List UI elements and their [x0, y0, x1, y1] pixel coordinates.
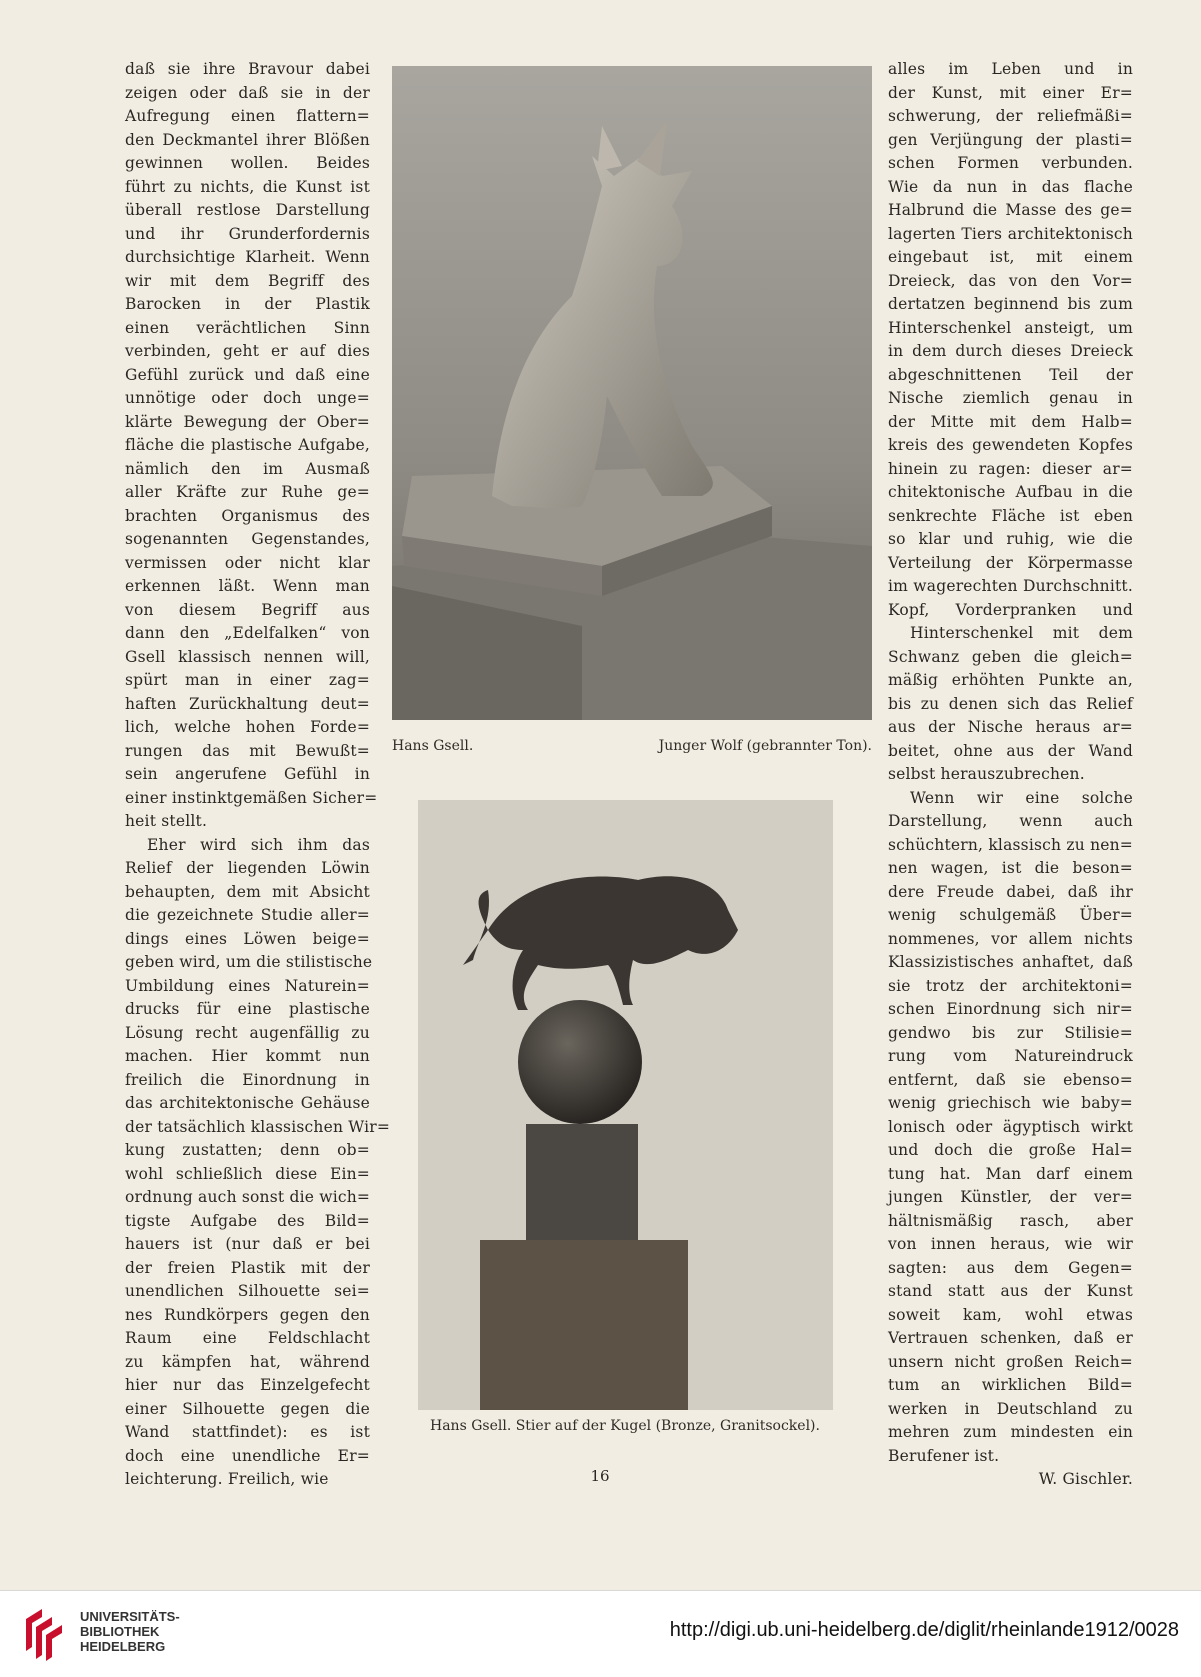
text-line: Dreieck, das von den Vor=: [888, 271, 1133, 290]
bull-caption: Hans Gsell. Stier auf der Kugel (Bronze, Granitsockel).: [430, 1418, 820, 1434]
university-library-logo-icon: [22, 1607, 72, 1661]
text-line: dings eines Löwen beige=: [125, 929, 370, 948]
text-line: haften Zurückhaltung deut=: [125, 694, 370, 713]
library-name-line-1: UNIVERSITÄTS-: [80, 1609, 180, 1624]
text-line: beitet, ohne aus der Wand: [888, 741, 1133, 760]
text-line: Wand stattfindet): es ist: [125, 1423, 370, 1441]
text-line: und ihr Grunderfordernis: [125, 224, 370, 243]
text-line: daß sie ihre Bravour dabei: [125, 60, 370, 78]
text-line: tigste Aufgabe des Bild=: [125, 1211, 370, 1230]
text-line: so klar und ruhig, wie die: [888, 530, 1133, 548]
photo-bull-on-ball: [418, 800, 833, 1410]
text-line: wohl schließlich diese Ein=: [125, 1164, 370, 1183]
text-line: überall restlose Darstellung: [125, 201, 370, 219]
author-signature: W. Gischler.: [1038, 1470, 1133, 1488]
text-line: Schwanz geben die gleich=: [888, 647, 1133, 666]
text-line: Vertrauen schenken, daß er: [888, 1329, 1133, 1347]
text-line: vermissen oder nicht klar: [125, 553, 370, 572]
text-line: lich, welche hohen Forde=: [125, 718, 370, 736]
text-line: Barocken in der Plastik: [125, 295, 370, 313]
photo-young-wolf: [392, 66, 872, 720]
text-line: gewinnen wollen. Beides: [125, 154, 370, 172]
text-line: chitektonische Aufbau in die: [888, 483, 1133, 501]
text-line: Aufregung einen flattern=: [125, 107, 370, 125]
text-line: tum an wirklichen Bild=: [888, 1376, 1133, 1394]
text-line: schwerung, der reliefmäßi=: [888, 107, 1133, 125]
bull-sculpture-image: [418, 800, 833, 1410]
text-line: Verteilung der Körpermasse: [888, 553, 1133, 572]
text-line: jungen Künstler, der ver=: [888, 1188, 1133, 1206]
text-line: der tatsächlich klassischen Wir=: [125, 1117, 391, 1136]
text-line: Kopf, Vorderpranken und: [888, 600, 1133, 619]
text-line: durchsichtige Klarheit. Wenn: [125, 248, 370, 266]
text-line: rungen das mit Bewußt=: [125, 741, 370, 760]
text-line: abgeschnittenen Teil der: [888, 365, 1133, 384]
text-line: klärte Bewegung der Ober=: [125, 412, 370, 431]
text-line: unnötige oder doch unge=: [125, 389, 370, 407]
text-line: Raum eine Feldschlacht: [125, 1329, 370, 1347]
text-line: stand statt aus der Kunst: [888, 1282, 1133, 1300]
right-text-column: [888, 58, 1133, 1492]
text-line: nen wagen, ist die beson=: [888, 859, 1133, 877]
text-line: schen Einordnung sich nir=: [888, 1000, 1133, 1018]
left-text-column: [125, 58, 391, 1492]
text-line: der freien Plastik mit der: [125, 1258, 370, 1277]
text-line: spürt man in einer zag=: [125, 671, 370, 689]
text-line: von innen heraus, wie wir: [888, 1235, 1133, 1253]
text-line: dere Freude dabei, daß ihr: [888, 882, 1133, 901]
text-line: Klassizistisches anhaftet, daß: [888, 953, 1133, 971]
text-line: wir mit dem Begriff des: [125, 271, 370, 290]
text-line: leichterung. Freilich, wie: [125, 1470, 329, 1488]
text-line: aller Kräfte zur Ruhe ge=: [125, 483, 370, 501]
text-line: nommenes, vor allem nichts: [888, 929, 1133, 948]
text-line: zu kämpfen hat, während: [125, 1352, 370, 1371]
text-line: wenig griechisch wie baby=: [888, 1094, 1133, 1112]
text-line: rung vom Natureindruck: [888, 1047, 1133, 1065]
text-line: nämlich den im Ausmaß: [125, 459, 370, 478]
text-line: behaupten, dem mit Absicht: [125, 882, 370, 901]
text-line: führt zu nichts, die Kunst ist: [125, 177, 370, 196]
text-line: gendwo bis zur Stilisie=: [888, 1023, 1133, 1042]
text-line: einer instinktgemäßen Sicher=: [125, 788, 378, 807]
source-url-link[interactable]: http://digi.ub.uni-heidelberg.de/diglit/rheinlande1912/0028: [669, 1619, 1179, 1641]
wolf-caption-artist: Hans Gsell.: [392, 738, 474, 754]
text-line: aus der Nische heraus ar=: [888, 718, 1133, 736]
text-line: mehren zum mindesten ein: [888, 1423, 1133, 1441]
text-line: schen Formen verbunden.: [888, 154, 1133, 172]
text-line: Berufener ist.: [888, 1446, 1000, 1465]
text-line: unsern nicht großen Reich=: [888, 1352, 1133, 1371]
text-line: Hinterschenkel mit dem: [910, 624, 1133, 642]
text-line: der Mitte mit dem Halb=: [888, 412, 1133, 431]
text-line: hältnismäßig rasch, aber: [888, 1211, 1133, 1230]
page-number: 16: [590, 1467, 610, 1485]
text-line: Umbildung eines Naturein=: [125, 976, 370, 995]
text-line: hinein zu ragen: dieser ar=: [888, 459, 1133, 478]
text-line: von diesem Begriff aus: [125, 600, 370, 619]
text-line: werken in Deutschland zu: [888, 1399, 1133, 1418]
text-line: im wagerechten Durchschnitt.: [888, 577, 1133, 595]
text-line: Lösung recht augenfällig zu: [125, 1023, 370, 1042]
text-line: lonisch oder ägyptisch wirkt: [888, 1117, 1133, 1136]
text-line: Wie da nun in das flache: [888, 177, 1133, 196]
text-line: hauers ist (nur daß er bei: [125, 1235, 370, 1253]
text-line: Hinterschenkel ansteigt, um: [888, 318, 1133, 337]
text-line: zeigen oder daß sie in der: [125, 83, 370, 102]
text-line: Relief der liegenden Löwin: [125, 859, 370, 877]
text-line: sein angerufene Gefühl in: [125, 765, 370, 783]
library-name-line-3: HEIDELBERG: [80, 1639, 166, 1654]
text-line: drucks für eine plastische: [125, 1000, 370, 1018]
text-line: heit stellt.: [125, 812, 208, 830]
text-line: mäßig erhöhten Punkte an,: [888, 671, 1133, 689]
text-line: unendlichen Silhouette sei=: [125, 1282, 370, 1300]
text-line: sogenannten Gegenstandes,: [125, 530, 370, 548]
text-line: kung zustatten; denn ob=: [125, 1141, 370, 1159]
text-line: Wenn wir eine solche: [910, 788, 1133, 807]
text-line: tung hat. Man darf einem: [888, 1164, 1133, 1183]
text-line: die gezeichnete Studie aller=: [125, 906, 370, 924]
library-name: [80, 1609, 180, 1654]
text-line: Eher wird sich ihm das: [147, 835, 370, 854]
text-line: sagten: aus dem Gegen=: [888, 1258, 1133, 1277]
text-line: dann den „Edelfalken“ von: [125, 624, 370, 642]
text-line: Gefühl zurück und daß eine: [125, 365, 370, 384]
wolf-caption-title: Junger Wolf (gebrannter Ton).: [658, 738, 872, 754]
text-line: schüchtern, klassisch zu nen=: [888, 835, 1133, 854]
text-line: erkennen läßt. Wenn man: [125, 577, 370, 595]
text-line: brachten Organismus des: [125, 506, 370, 525]
text-line: verbinden, geht er auf dies: [125, 342, 370, 360]
text-line: Gsell klassisch nennen will,: [125, 647, 370, 666]
text-line: Darstellung, wenn auch: [888, 812, 1133, 830]
text-line: alles im Leben und in: [888, 60, 1133, 78]
text-line: ordnung auch sonst die wich=: [125, 1188, 371, 1206]
text-line: und doch die große Hal=: [888, 1141, 1133, 1159]
text-line: senkrechte Fläche ist eben: [888, 506, 1133, 525]
text-line: das architektonische Gehäuse: [125, 1094, 370, 1112]
young-wolf-sculpture-image: [392, 66, 872, 720]
text-line: lagerten Tiers architektonisch: [888, 224, 1133, 243]
text-line: einen verächtlichen Sinn: [125, 318, 370, 337]
text-line: hier nur das Einzelgefecht: [125, 1376, 370, 1394]
text-line: kreis des gewendeten Kopfes: [888, 436, 1133, 454]
text-line: selbst herauszubrechen.: [888, 765, 1085, 783]
text-line: in dem durch dieses Dreieck: [888, 342, 1133, 360]
text-line: entfernt, daß sie ebenso=: [888, 1070, 1133, 1089]
text-line: sie trotz der architektoni=: [888, 976, 1133, 995]
text-line: doch eine unendliche Er=: [125, 1446, 370, 1465]
text-line: soweit kam, wohl etwas: [888, 1305, 1133, 1324]
text-line: eingebaut ist, mit einem: [888, 248, 1133, 266]
text-line: bis zu denen sich das Relief: [888, 694, 1133, 713]
text-line: gen Verjüngung der plasti=: [888, 130, 1133, 149]
digitization-footer: [0, 1590, 1201, 1677]
text-line: wenig schulgemäß Über=: [888, 906, 1133, 924]
text-line: geben wird, um die stilistische: [125, 953, 373, 971]
text-line: einer Silhouette gegen die: [125, 1399, 370, 1418]
text-line: freilich die Einordnung in: [125, 1070, 370, 1089]
text-line: der Kunst, mit einer Er=: [888, 83, 1133, 102]
library-name-line-2: BIBLIOTHEK: [80, 1624, 160, 1639]
text-line: machen. Hier kommt nun: [125, 1047, 370, 1065]
text-line: nes Rundkörpers gegen den: [125, 1305, 370, 1324]
text-line: den Deckmantel ihrer Blößen: [125, 130, 370, 149]
text-line: Nische ziemlich genau in: [888, 389, 1133, 407]
text-line: dertatzen beginnend bis zum: [888, 295, 1133, 313]
text-line: Halbrund die Masse des ge=: [888, 201, 1133, 219]
text-line: fläche die plastische Aufgabe,: [125, 436, 370, 454]
